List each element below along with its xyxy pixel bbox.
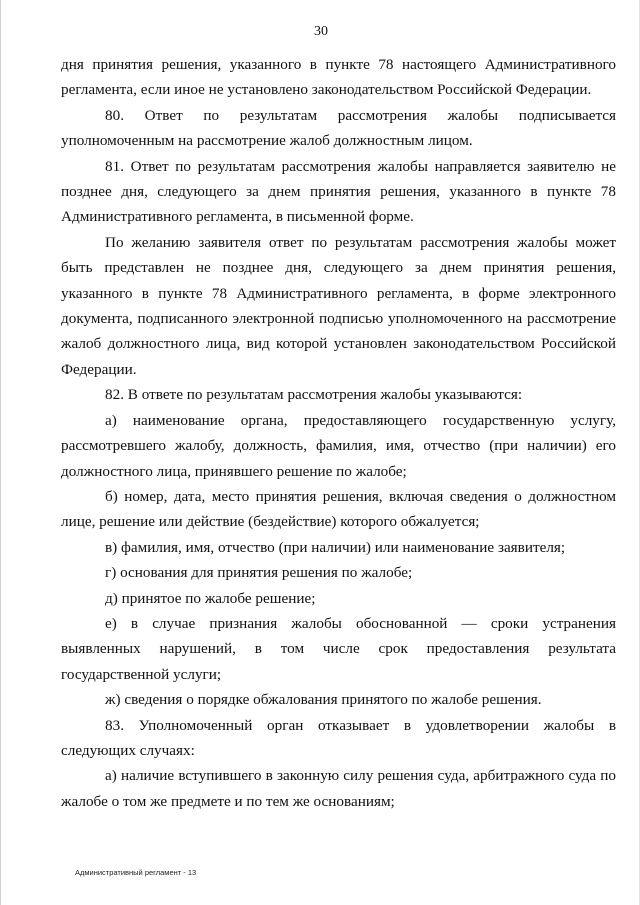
list-item-d: д) принятое по жалобе решение;	[105, 589, 316, 607]
paragraph-80: 80. Ответ по результатам рассмотрения жалобы подписывается уполномоченным на рассмотрение жалоб должностным лицом.	[61, 106, 616, 150]
paragraph-81: 81. Ответ по результатам рассмотрения жалобы направляется заявителю не позднее дня, следующего за днем принятия решения, указанного в пункте 78 Административного регламента, в письменной форме.	[61, 157, 616, 226]
list-item-e: е) в случае признания жалобы обоснованной — сроки устранения выявленных нарушений, в том числе срок предоставления результата государственной услуги;	[61, 614, 616, 683]
document-body	[61, 52, 616, 814]
list-item-v: в) фамилия, имя, отчество (при наличии) или наименование заявителя;	[105, 538, 566, 556]
paragraph-electronic-response: По желанию заявителя ответ по результатам рассмотрения жалобы может быть представлен не позднее дня, следующего за днем принятия решения, указанного в пункте 78 Административного регламента, в форме электронного документа, подписанного электронной подписью уполномоченного на рассмотрение жалоб должностного лица, вид которой установлен законодательством Российской Федерации.	[61, 233, 616, 378]
list-item-b: б) номер, дата, место принятия решения, включая сведения о должностном лице, решение или действие (бездействие) которого обжалуется;	[61, 487, 616, 531]
list-item-g: г) основания для принятия решения по жалобе;	[105, 564, 413, 582]
paragraph-82: 82. В ответе по результатам рассмотрения жалобы указываются:	[105, 386, 523, 404]
page-number: 30	[314, 24, 328, 39]
paragraph-continuation: дня принятия решения, указанного в пункте 78 настоящего Административного регламента, если иное не установлено законодательством Российской Федерации.	[61, 56, 616, 99]
paragraph-83: 83. Уполномоченный орган отказывает в удовлетворении жалобы в следующих случаях:	[61, 716, 616, 759]
list-item-a: а) наименование органа, предоставляющего государственную услугу, рассмотревшего жалобу, должность, фамилия, имя, отчество (при наличии) его должностного лица, принявшего решение по жалобе;	[61, 411, 616, 480]
footer-label: Административный регламент - 13	[75, 868, 197, 877]
list-item-zh: ж) сведения о порядке обжалования принятого по жалобе решения.	[105, 691, 542, 709]
list-item-83-a: а) наличие вступившего в законную силу решения суда, арбитражного суда по жалобе о том же предмете и по тем же основаниям;	[61, 767, 616, 810]
